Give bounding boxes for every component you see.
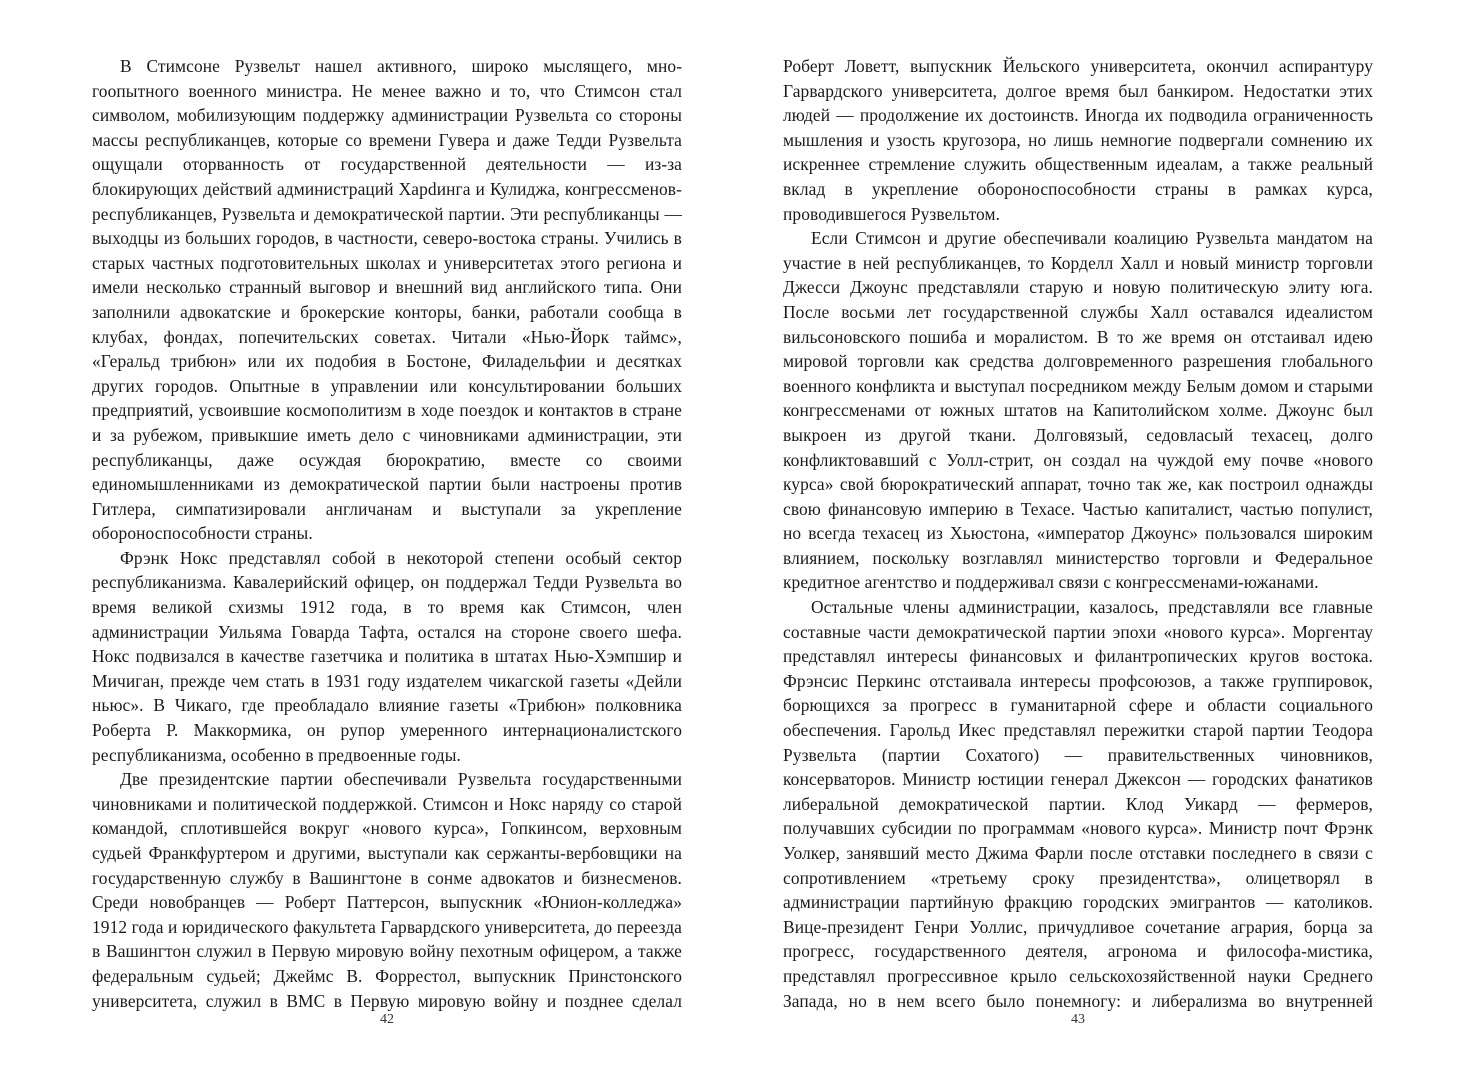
right-page-text (783, 54, 1373, 1014)
right-page-number: 43 (1071, 1012, 1085, 1027)
right-paragraph-3: Остальные члены администрации, казалось, представляли все главные составные части демократической партии эпохи «нового курса». Моргентау представлял интересы финансовых и филантропических кругов востока. Фрэнсис Перкинс отстаивала интересы профсоюзов, а также группировок, борющихся за прогресс в гуманитарной сфере и области социального обеспечения. Гарольд Икес представлял пережитки старой партии Теодора Рузвельта (партии Сохатого) — правительственных чиновников, консерваторов. Министр юстиции генерал Джексон — городских фанатиков либеральной демократической партии. Клод Уикард — фермеров, получавших субсидии по программам «нового курса». Министр почт Фрэнк Уолкер, занявший место Джима Фарли после отставки последнего в связи с сопротивлением «третьему сроку президентства», олицетворял в администрации партийную фракцию городских эмигрантов — католиков. Вице-президент Генри Уоллис, причудливое сочетание агрария, борца за прогресс, государственного деятеля, агронома и философа-мистика, представлял прогрессивное крыло сельскохозяйственной науки Среднего Запада, но в нем всего было понемногу: и либерализма во внутренней (783, 597, 1373, 1011)
left-page-number: 42 (380, 1012, 394, 1027)
left-paragraph-1: В Стимсоне Рузвельт нашел активного, широко мыслящего, многоопытного военного министра. Не менее важно и то, что Стимсон стал символом, мобилизующим поддержку администрации Рузвельта со стороны массы республиканцев, которые со времени Гувера и даже Тедди Рузвельта ощущали оторванность от государственной деятельности — из-за блокирующих действий администраций Харdинга и Кулиджа, конгрессменов-республиканцев, Рузвельта и демократической партии. Эти республиканцы — выходцы из больших городов, в частности, северо-востока страны. Учились в старых частных подготовительных школах и университетах этого региона и имели несколько странный выговор и внешний вид английского типа. Они заполнили адвокатские и брокерские конторы, банки, работали сообща в клубах, фондах, попечительских советах. Читали «Нью-Йорк таймс», «Геральд трибюн» или их подобия в Бостоне, Филадельфии и десятках других городов. Опытные в управлении или консультировании больших предприятий, усвоившие космополитизм в ходе поездок и контактов в стране и за рубежом, привыкшие иметь дело с чиновниками администрации, эти республиканцы, даже осуждая бюрократию, вместе со своими единомышленниками из демократической партии были настроены против Гитлера, симпатизировали англичанам и выступали за укрепление обороноспособности страны. (92, 56, 682, 544)
right-paragraph-1: Роберт Ловетт, выпускник Йельского университета, окончил аспирантуру Гарвардского университета, долгое время был банкиром. Недостатки этих людей — продолжение их достоинств. Иногда их подводила ограниченность мышления и узость кругозора, но лишь немногие подвергали сомнению их искреннее стремление служить общественным идеалам, а также реальный вклад в укрепление обороноспособности страны в рамках курса, проводившегося Рузвельтом. (783, 56, 1373, 224)
left-paragraph-3: Две президентские партии обеспечивали Рузвельта государственными чиновниками и политической поддержкой. Стимсон и Нокс наряду со старой командой, сплотившейся вокруг «нового курса», Гопкинсом, верховным судьей Франкфуртером и другими, выступали как сержанты-вербовщики на государственную службу в Вашингтоне в сонме адвокатов и бизнесменов. Среди новобранцев — Роберт Паттерсон, выпускник «Юнион-колледжа» 1912 года и юридического факультета Гарвардского университета, до переезда в Вашингтон служил в Первую мировую войну пехотным офицером, а также федеральным судьей; Джеймс В. Форрестол, выпускник Принстонского университета, служил в ВМС в Первую мировую войну и позднее сделал (92, 769, 682, 1011)
right-paragraph-2: Если Стимсон и другие обеспечивали коалицию Рузвельта мандатом на участие в ней республиканцев, то Корделл Халл и новый министр торговли Джесси Джоунс представляли старую и новую политическую элиту юга. После восьми лет государственной службы Халл оставался идеалистом вильсоновского пошиба и моралистом. В то же время он отстаивал идею мировой торговли как средства долговременного разрешения глобального военного конфликта и выступал посредником между Белым домом и старыми конгрессменами от южных штатов на Капитолийском холме. Джоунс был выкроен из другой ткани. Долговязый, седовласый техасец, долго конфликтовавший с Уолл-стрит, он создал на чуждой ему почве «нового курса» свой бюрократический аппарат, точно так же, как построил однажды свою финансовую империю в Техасе. Частью капиталист, частью популист, но всегда техасец из Хьюстона, «император Джоунс» пользовался широким влиянием, поскольку возглавлял министерство торговли и Федеральное кредитное агентство и поддерживал связи с конгрессменами-южанами. (783, 228, 1373, 593)
left-page (92, 54, 682, 1064)
left-paragraph-2: Фрэнк Нокс представлял собой в некоторой степени особый сектор республиканизма. Кавалерийский офицер, он поддержал Тедди Рузвельта во время великой схизмы 1912 года, в то время как Стимсон, член администрации Уильяма Говарда Тафта, остался на стороне своего шефа. Нокс подвизался в качестве газетчика и политика в штатах Нью-Хэмпшир и Мичиган, прежде чем стать в 1931 году издателем чикагской газеты «Дейли ньюс». В Чикаго, где преобладало влияние газеты «Трибюн» полковника Роберта Р. Маккормика, он рупор умеренного интернационалистского республиканизма, особенно в предвоенные годы. (92, 547, 682, 765)
left-page-text (92, 54, 682, 1014)
right-page (783, 54, 1373, 1064)
